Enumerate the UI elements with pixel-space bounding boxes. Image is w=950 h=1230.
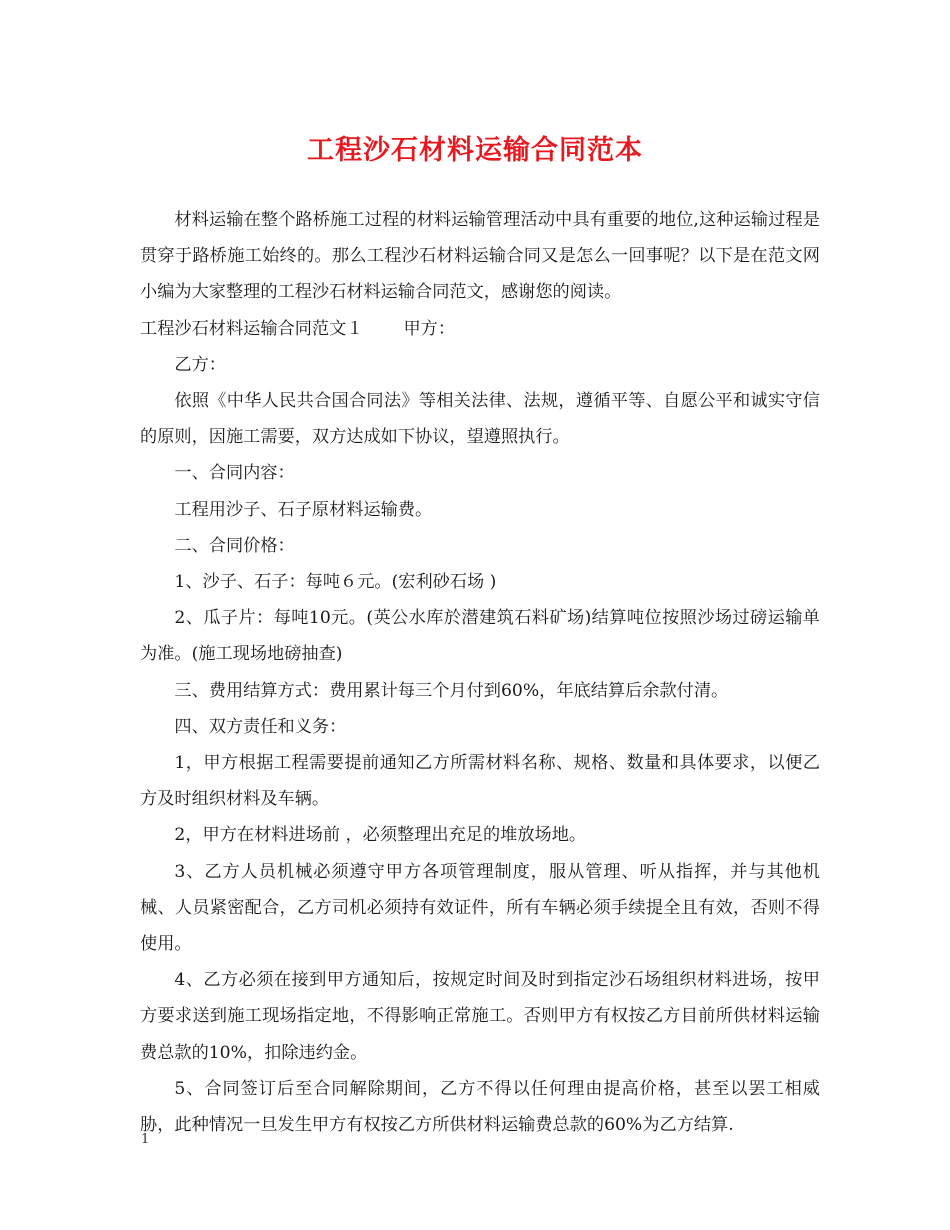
sample-heading-line: [140, 311, 820, 347]
sample-heading: 工程沙石材料运输合同范文１: [140, 318, 364, 339]
section-heading-price: 二、合同价格：: [174, 535, 295, 556]
intro-paragraph: 材料运输在整个路桥施工过程的材料运输管理活动中具有重要的地位,这种运输过程是贯穿于路桥施工始终的。那么工程沙石材料运输合同又是怎么一回事呢？以下是在范文网小编为大家整理的工程沙石材料运输合同范文，感谢您的阅读。: [140, 210, 820, 303]
duty-item-3: 3、乙方人员机械必须遵守甲方各项管理制度，服从管理、听从指挥，并与其他机械、人员紧密配合，乙方司机必须持有效证件，所有车辆必须手续提全且有效，否则不得使用。: [140, 861, 820, 955]
document-title: 工程沙石材料运输合同范本: [307, 135, 643, 166]
duty-item-4: 4、乙方必须在接到甲方通知后，按规定时间及时到指定沙石场组织材料进场，按甲方要求送到施工现场指定地，不得影响正常施工。否则甲方有权按乙方目前所供材料运输费总款的10%，扣除违约金。: [140, 970, 820, 1063]
section-heading-settlement: 三、费用结算方式：费用累计每三个月付到60%，年底结算后余款付清。: [174, 680, 729, 701]
price-item-2: 2、瓜子片：每吨10元。(英公水库於潜建筑石料矿场)结算吨位按照沙场过磅运输单为准。(施工现场地磅抽查): [140, 608, 820, 665]
paragraph-legal-basis: 依照《中华人民共合国合同法》等相关法律、法规，遵循平等、自愿公平和诚实守信的原则，因施工需要，双方达成如下协议，望遵照执行。: [140, 391, 820, 448]
page-number: 1: [141, 1132, 150, 1147]
duty-item-1: 1，甲方根据工程需要提前通知乙方所需材料名称、规格、数量和具体要求，以便乙方及时组织材料及车辆。: [140, 753, 820, 810]
section-heading-content: 一、合同内容：: [174, 463, 295, 484]
document-body: [140, 202, 820, 1143]
duty-item-5: 5、合同签订后至合同解除期间，乙方不得以任何理由提高价格，甚至以罢工相威胁，此种情况一旦发生甲方有权按乙方所供材料运输费总款的60%为乙方结算.: [140, 1078, 820, 1136]
party-a-label: 甲方：: [403, 318, 456, 339]
duty-item-2: 2，甲方在材料进场前 ，必须整理出充足的堆放场地。: [174, 825, 587, 846]
party-b-label: 乙方：: [174, 354, 226, 375]
paragraph-content: 工程用沙子、石子原材料运输费。: [174, 499, 433, 520]
price-item-1: 1、沙子、石子：每吨６元。(宏利砂石场 ): [174, 572, 497, 593]
section-heading-duties: 四、双方责任和义务：: [174, 716, 347, 737]
